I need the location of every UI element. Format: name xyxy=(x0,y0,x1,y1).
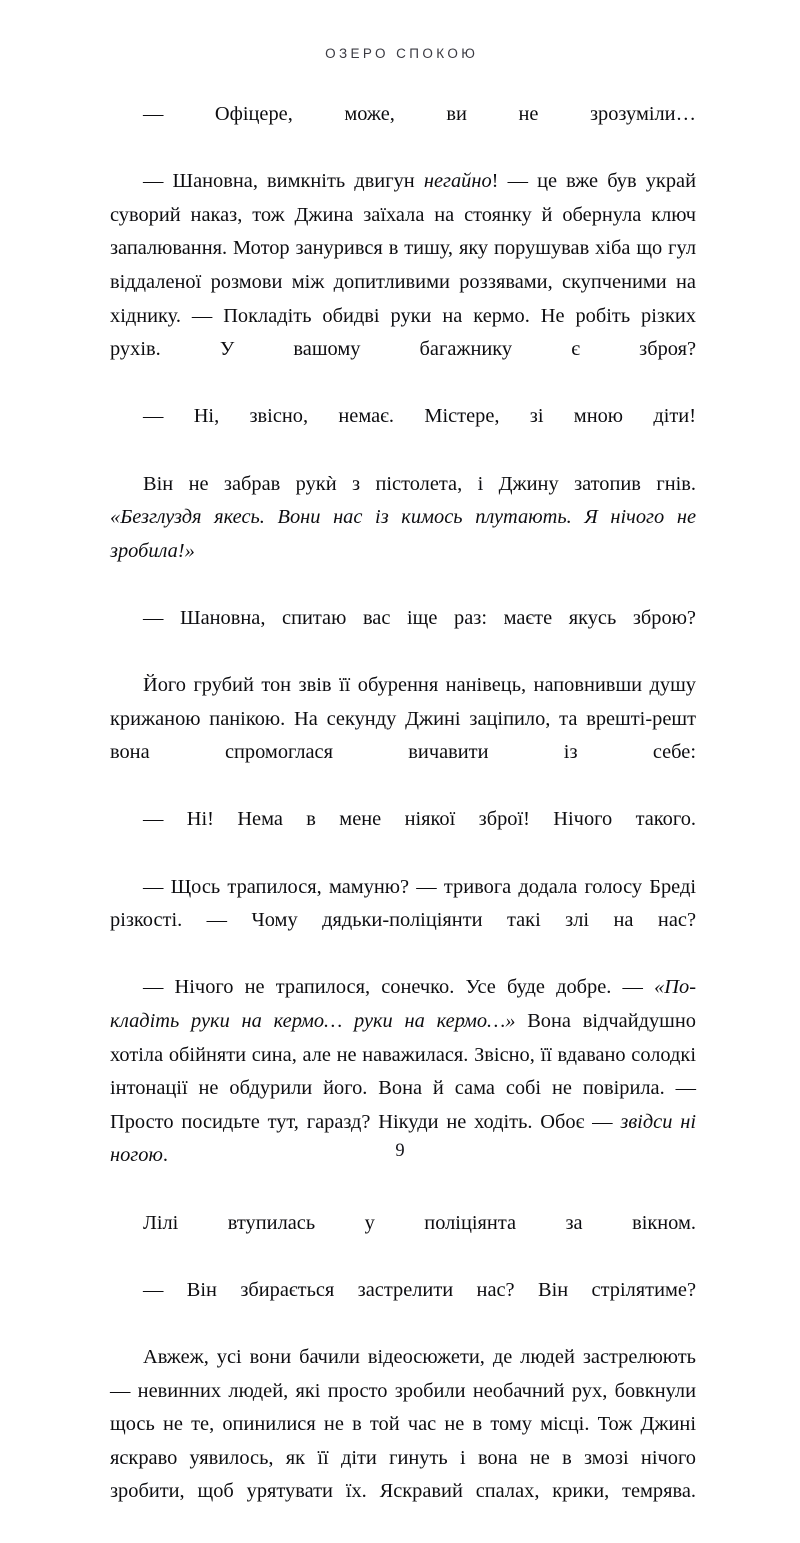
text-run: Лілі втупилась у поліціянта за вікном. xyxy=(143,1211,696,1234)
paragraph xyxy=(110,400,696,467)
page-number: 9 xyxy=(395,1141,405,1161)
text-run: — Ні! Нема в мене ніякої зброї! Нічого такого. xyxy=(143,808,696,831)
italic-run: звідси ні ногою xyxy=(110,1110,696,1167)
paragraph xyxy=(110,669,696,803)
italic-run: «Покладіть руки на кермо… руки на кермо…» xyxy=(110,976,696,1033)
text-run: — Шановна, вимкніть двигун xyxy=(143,170,424,193)
paragraph xyxy=(110,871,696,972)
text-run: — Офіцере, може, ви не зрозуміли… xyxy=(143,103,696,125)
paragraph xyxy=(110,971,696,1206)
text-run: — Ні, звісно, немає. Містере, зі мною діти! xyxy=(143,405,696,428)
paragraph xyxy=(110,1274,696,1341)
text-run: — Шановна, спитаю вас іще раз: маєте якусь зброю? xyxy=(143,606,696,629)
text-run: — Щось трапилося, мамуню? — тривога додала голосу Бреді різкості. — Чому дядьки-поліціянти такі злі на нас? xyxy=(110,875,696,932)
text-run: — Нічого не трапилося, сонечко. Усе буде добре. — xyxy=(143,976,655,999)
paragraph xyxy=(110,803,696,870)
text-run: Вона відчайдушно хотіла обійняти сина, але не наважилася. Звісно, її вдавано солодкі інтонації не обдурили його. Вона й сама собі не повірила. — Просто посидьте тут, гаразд? Нікуди не ходіть. Обоє — xyxy=(110,1010,696,1133)
text-run: — Він збирається застрелити нас? Він стрілятиме? xyxy=(143,1278,696,1301)
text-run: Він не забрав рукѝ з пістолета, і Джину затопив гнів. xyxy=(143,472,696,495)
text-run: . xyxy=(162,1144,168,1167)
text-run: Авжеж, усі вони бачили відеосюжети, де людей застрелюють — невинних людей, які просто зробили необачний рух, бовкнули щось не те, опинилися не в той час не в тому місці. Тож Джині яскраво уявилось, як її діти гинуть і вона не в змозі нічого зробити, щоб урятувати їх. Яскравий спалах, крики, темрява. xyxy=(110,1345,696,1503)
paragraph xyxy=(110,468,696,602)
paragraph xyxy=(110,602,696,669)
body-text-block xyxy=(110,98,696,1543)
italic-run: «Безглуздя якесь. Вони нас із кимось плутають. Я нічого не зробила!» xyxy=(110,506,696,562)
paragraph xyxy=(110,1341,696,1543)
paragraph xyxy=(110,165,696,400)
paragraph xyxy=(110,98,696,165)
paragraph xyxy=(110,1207,696,1274)
text-run: Його грубий тон звів її обурення нанівець, наповнивши душу крижаною панікою. На секунду Джині заціпило, та врешті-решт вона спромоглася вичавити із себе: xyxy=(110,674,696,764)
running-head: ОЗЕРО СПОКОЮ xyxy=(325,46,479,61)
italic-run: негайно xyxy=(423,170,492,193)
text-run: ! — це вже був украй суворий наказ, тож Джина заїхала на стоянку й обернула ключ запалювання. Мотор занурився в тишу, яку порушував хіба що гул віддаленої розмови між допитливими роззявами, скупченими на хіднику. — Покладіть обидві руки на кермо. Не робіть різких рухів. У вашому багажнику є зброя? xyxy=(110,170,696,361)
